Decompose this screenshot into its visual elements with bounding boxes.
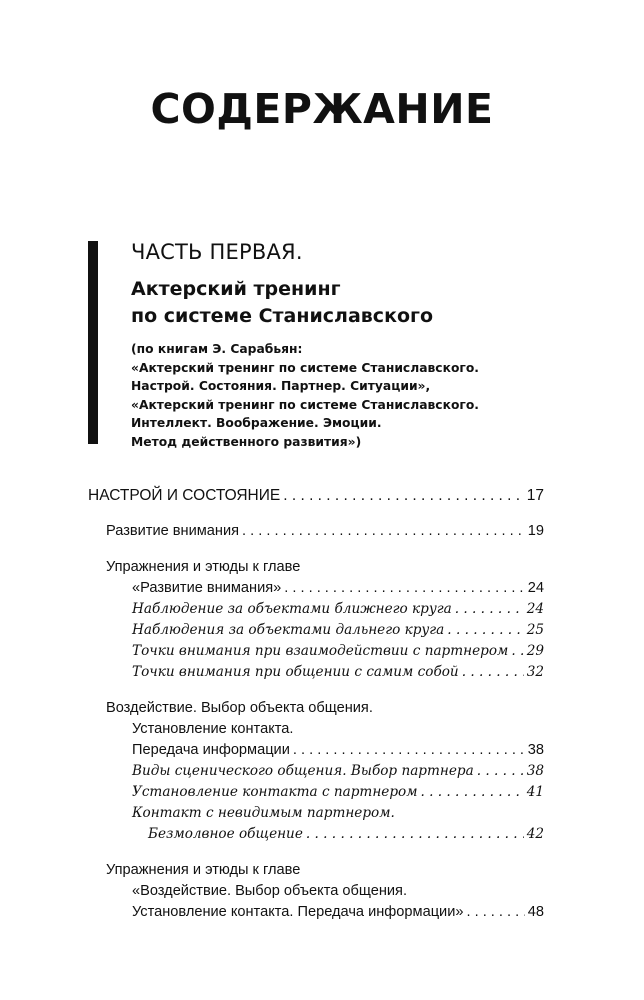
toc-page-number: 24	[526, 601, 544, 617]
part-note-line: «Актерский тренинг по системе Станиславского.	[131, 360, 479, 375]
toc-entry-title: Упражнения и этюды к главе	[106, 862, 301, 878]
toc-page-number: 25	[526, 622, 544, 638]
part-heading: ЧАСТЬ ПЕРВАЯ.	[131, 240, 303, 264]
toc-entry[interactable]	[88, 860, 544, 923]
page-title: СОДЕРЖАНИЕ	[150, 85, 494, 133]
part-note-line: «Актерский тренинг по системе Станиславского.	[131, 397, 479, 412]
toc-entry-title: Упражнения и этюды к главе	[106, 559, 301, 575]
toc-entry-title: Безмолвное общение	[148, 826, 303, 842]
toc-entry-title: Воздействие. Выбор объекта общения.	[106, 700, 373, 716]
toc-page-number: 17	[526, 487, 544, 504]
toc-page-number: 38	[527, 742, 544, 758]
toc-page-number: 24	[527, 580, 544, 596]
dot-leader	[466, 902, 524, 923]
part-subtitle-line: по системе Станиславского	[131, 305, 433, 327]
toc-entry-title: Установление контакта с партнером	[132, 784, 418, 800]
part-subtitle	[131, 276, 571, 330]
dot-leader	[293, 740, 525, 761]
toc-entry-title: Передача информации	[132, 742, 290, 758]
part-subtitle-line: Актерский тренинг	[131, 278, 341, 300]
toc-entry-title: Наблюдение за объектами ближнего круга	[132, 601, 452, 617]
toc-entry[interactable]	[88, 557, 544, 599]
toc-page-number: 32	[526, 664, 544, 680]
toc-page-number: 41	[526, 784, 544, 800]
toc-section-entry[interactable]	[88, 484, 544, 508]
part-marker-bar	[88, 241, 98, 444]
toc-entry-title: «Развитие внимания»	[132, 580, 282, 596]
dot-leader	[283, 484, 524, 508]
toc-entry-title: Контакт с невидимым партнером.	[132, 805, 395, 821]
part-note-line: Интеллект. Воображение. Эмоции.	[131, 416, 382, 431]
toc-page-number: 19	[527, 523, 544, 539]
toc-subentry[interactable]	[88, 761, 544, 782]
toc-entry-title: «Воздействие. Выбор объекта общения.	[132, 883, 408, 899]
dot-leader	[447, 620, 523, 641]
toc-subentry[interactable]	[88, 782, 544, 803]
toc-page-number: 42	[526, 826, 544, 842]
dot-leader	[511, 641, 523, 662]
toc-subentry[interactable]	[88, 599, 544, 620]
dot-leader	[306, 824, 524, 845]
dot-leader	[462, 662, 524, 683]
toc-page-number: 38	[526, 763, 544, 779]
table-of-contents	[88, 484, 544, 923]
toc-subentry[interactable]	[88, 662, 544, 683]
part-source-note	[131, 340, 571, 452]
dot-leader	[455, 599, 524, 620]
toc-entry-title: Виды сценического общения. Выбор партнера	[132, 763, 474, 779]
dot-leader	[420, 782, 523, 803]
toc-entry-title: НАСТРОЙ И СОСТОЯНИЕ	[88, 487, 281, 504]
toc-subentry[interactable]	[88, 641, 544, 662]
toc-entry[interactable]	[88, 698, 544, 761]
toc-page-number: 48	[527, 904, 544, 920]
part-note-line: (по книгам Э. Сарабьян:	[131, 342, 303, 356]
toc-page-number: 29	[526, 643, 544, 659]
dot-leader	[284, 578, 525, 599]
toc-entry-title: Точки внимания при взаимодействии с партнером	[132, 643, 509, 659]
part-note-line: Настрой. Состояния. Партнер. Ситуации»,	[131, 379, 431, 394]
dot-leader	[242, 521, 525, 542]
part-header	[131, 238, 571, 452]
toc-entry-title: Наблюдения за объектами дальнего круга	[132, 622, 445, 638]
dot-leader	[477, 761, 524, 782]
toc-entry-title: Точки внимания при общении с самим собой	[132, 664, 459, 680]
part-note-line: Метод действенного развития»)	[131, 434, 362, 449]
toc-entry-title: Установление контакта. Передача информации»	[132, 904, 464, 920]
toc-entry-title: Развитие внимания	[106, 523, 240, 539]
toc-entry[interactable]	[88, 521, 544, 542]
toc-subentry[interactable]	[88, 620, 544, 641]
toc-subentry[interactable]	[88, 803, 544, 845]
toc-entry-title: Установление контакта.	[132, 721, 294, 737]
